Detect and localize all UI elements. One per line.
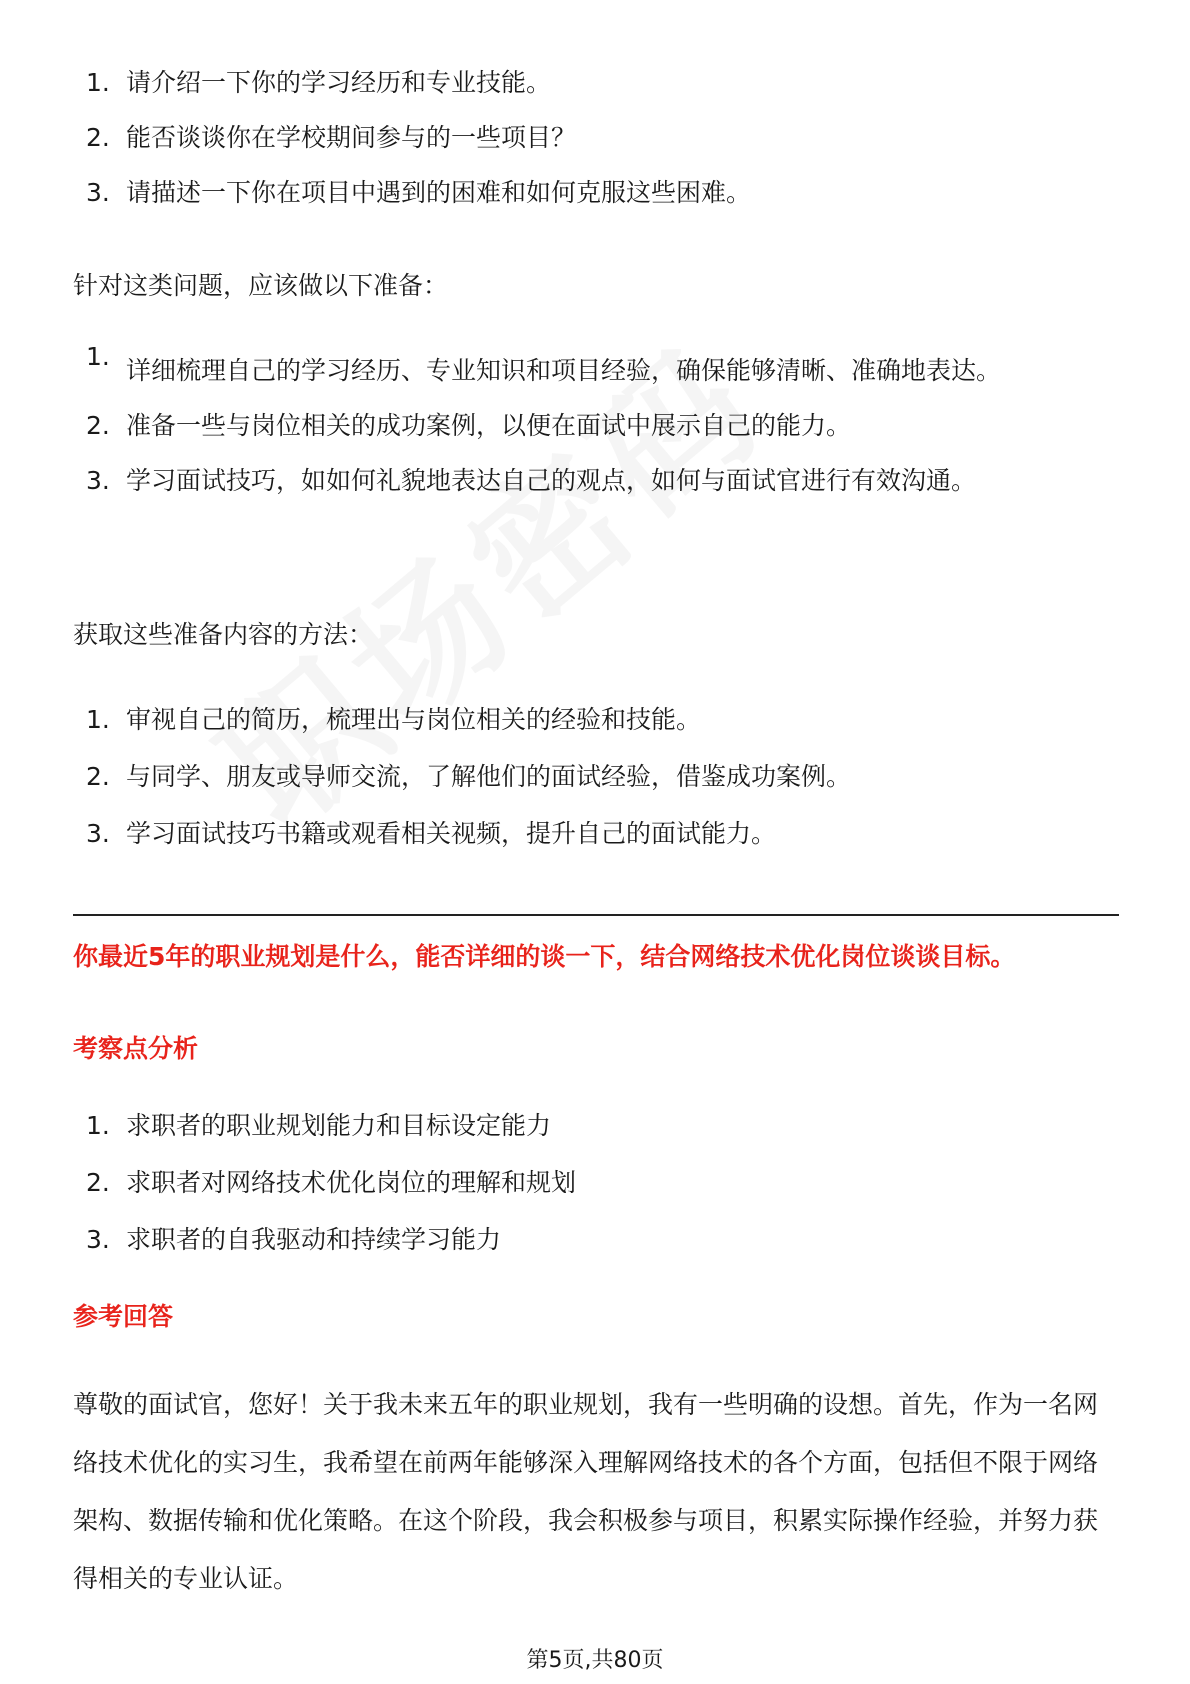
list-number: 2. bbox=[86, 762, 110, 791]
answer-paragraph: 尊敬的面试官，您好！关于我未来五年的职业规划，我有一些明确的设想。首先，作为一名网络技术优化的实习生，我希望在前两年能够深入理解网络技术的各个方面，包括但不限于网络架构、数据传输和优化策略。在这个阶段，我会积极参与项目，积累实际操作经验，并努力获得相关的专业认证。 bbox=[73, 1390, 1099, 1593]
question-list bbox=[0, 68, 1190, 208]
list-number: 3. bbox=[86, 466, 110, 495]
list-item bbox=[0, 342, 1190, 400]
list-text: 求职者的自我驱动和持续学习能力 bbox=[126, 1225, 502, 1254]
list-item bbox=[0, 123, 1190, 153]
list-text: 请介绍一下你的学习经历和专业技能。 bbox=[126, 68, 552, 97]
list-text: 准备一些与岗位相关的成功案例，以便在面试中展示自己的能力。 bbox=[126, 411, 852, 440]
list-item bbox=[0, 1111, 1190, 1141]
list-item bbox=[0, 411, 1190, 441]
method-heading: 获取这些准备内容的方法： bbox=[73, 620, 374, 649]
list-text: 审视自己的简历，梳理出与岗位相关的经验和技能。 bbox=[126, 705, 702, 734]
list-number: 3. bbox=[86, 819, 110, 848]
page-footer: 第5页,共80页 bbox=[526, 1648, 664, 1673]
list-number: 1. bbox=[86, 705, 110, 734]
list-text: 学习面试技巧，如如何礼貌地表达自己的观点，如何与面试官进行有效沟通。 bbox=[126, 466, 977, 495]
list-item bbox=[0, 819, 1190, 849]
list-number: 1. bbox=[86, 342, 110, 371]
list-item bbox=[0, 1225, 1190, 1255]
prep-list bbox=[0, 342, 1190, 496]
question-title: 你最近5年的职业规划是什么，能否详细的谈一下，结合网络技术优化岗位谈谈目标。 bbox=[73, 942, 1016, 971]
analysis-heading: 考察点分析 bbox=[73, 1034, 199, 1063]
list-text: 与同学、朋友或导师交流，了解他们的面试经验，借鉴成功案例。 bbox=[126, 762, 852, 791]
list-text: 请描述一下你在项目中遇到的困难和如何克服这些困难。 bbox=[126, 178, 752, 207]
list-number: 1. bbox=[86, 1111, 110, 1140]
prep-heading: 针对这类问题，应该做以下准备： bbox=[73, 271, 449, 300]
section-divider bbox=[73, 914, 1119, 916]
method-list bbox=[0, 705, 1190, 849]
list-text: 求职者的职业规划能力和目标设定能力 bbox=[126, 1111, 552, 1140]
list-item bbox=[0, 762, 1190, 792]
list-text: 详细梳理自己的学习经历、专业知识和项目经验，确保能够清晰、准确地表达。 bbox=[126, 356, 1002, 385]
list-number: 2. bbox=[86, 1168, 110, 1197]
list-text: 能否谈谈你在学校期间参与的一些项目？ bbox=[126, 123, 577, 152]
list-text: 求职者对网络技术优化岗位的理解和规划 bbox=[126, 1168, 577, 1197]
list-item bbox=[0, 1168, 1190, 1198]
list-number: 3. bbox=[86, 1225, 110, 1254]
list-number: 3. bbox=[86, 178, 110, 207]
list-item bbox=[0, 466, 1190, 496]
list-item bbox=[0, 178, 1190, 208]
list-number: 2. bbox=[86, 411, 110, 440]
list-text: 学习面试技巧书籍或观看相关视频，提升自己的面试能力。 bbox=[126, 819, 777, 848]
list-item bbox=[0, 68, 1190, 98]
analysis-list bbox=[0, 1111, 1190, 1255]
list-item bbox=[0, 705, 1190, 735]
answer-heading: 参考回答 bbox=[73, 1302, 174, 1331]
list-number: 2. bbox=[86, 123, 110, 152]
list-number: 1. bbox=[86, 68, 110, 97]
